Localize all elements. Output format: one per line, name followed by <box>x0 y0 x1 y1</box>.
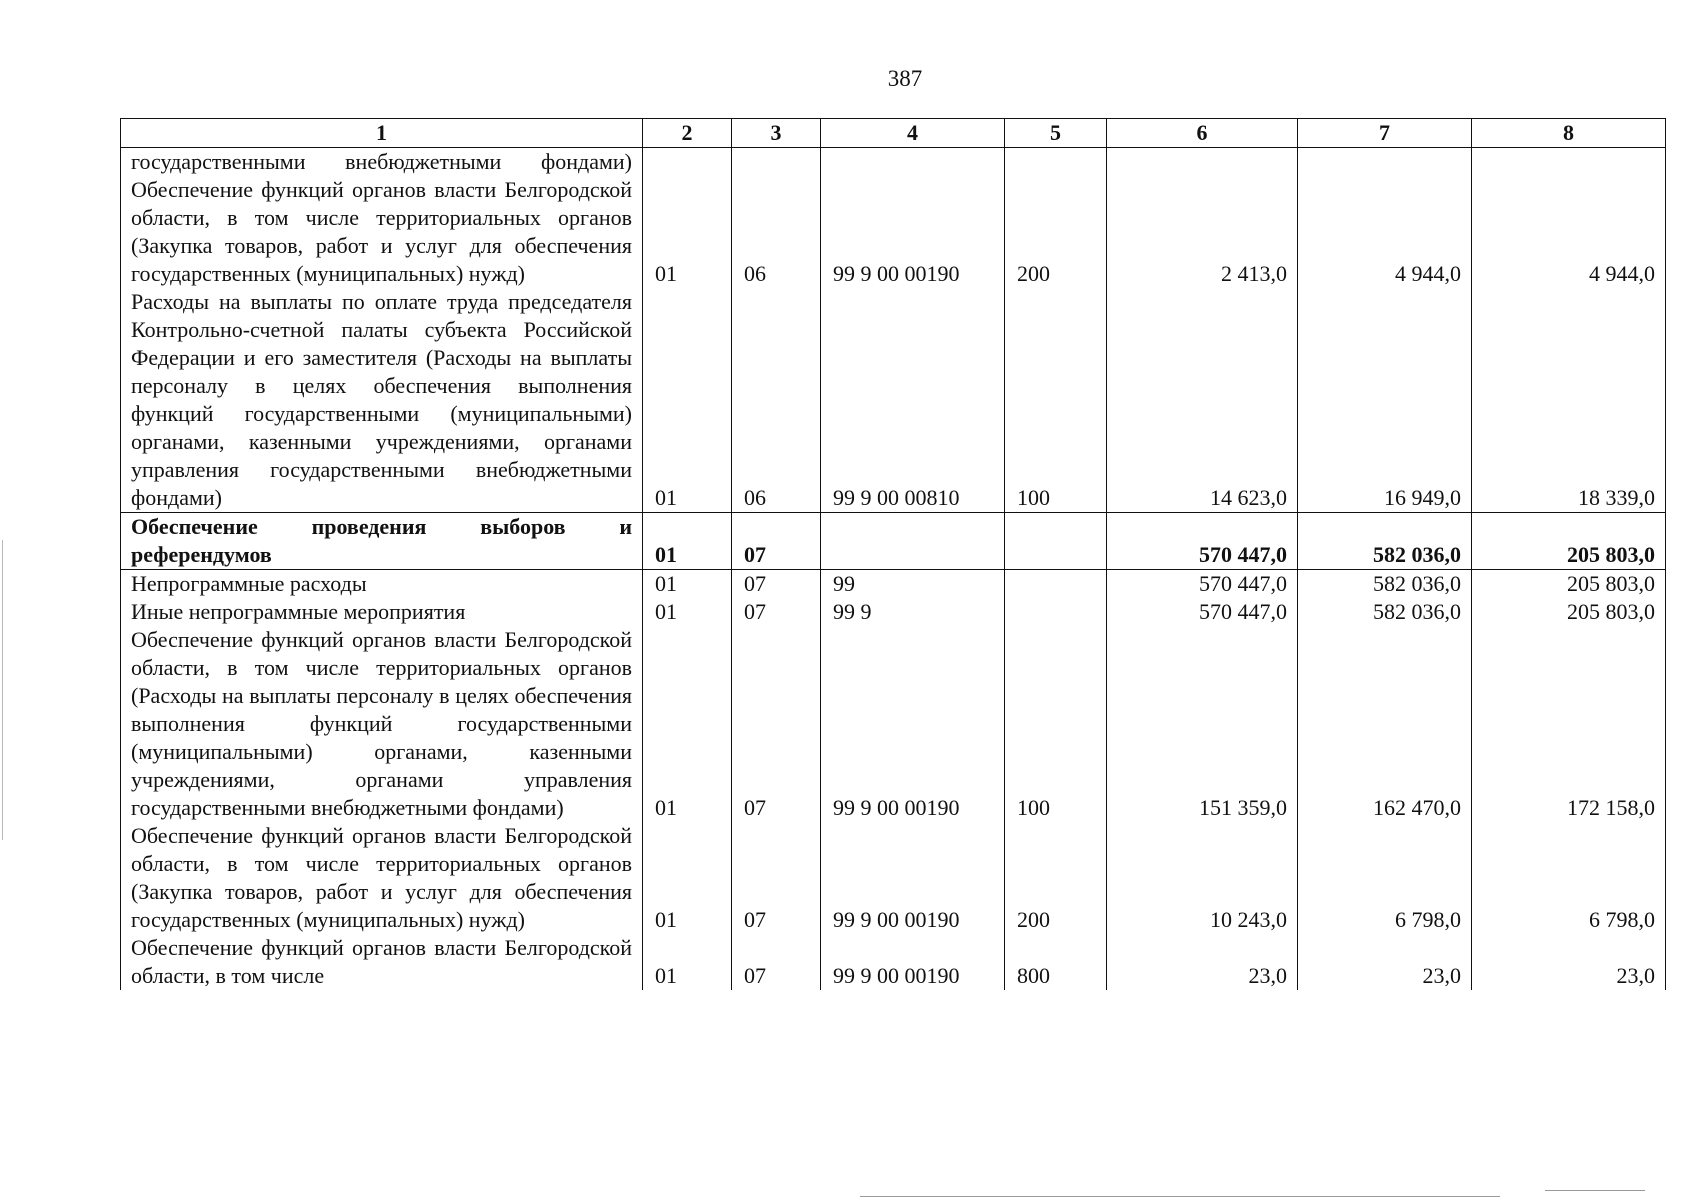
row-target-code: 99 9 00 00810 <box>821 288 1005 513</box>
row-name: Непрограммные расходы <box>121 570 643 599</box>
row-section: 01 <box>643 934 732 990</box>
row-amount-col7: 23,0 <box>1298 934 1472 990</box>
table-row <box>121 288 1666 513</box>
row-subsection: 07 <box>732 626 821 822</box>
section-total-row <box>121 513 1666 570</box>
table-row <box>121 934 1666 990</box>
scan-artifact-line <box>1545 1190 1645 1191</box>
row-name: Обеспечение проведения выборов и референдумов <box>121 513 643 570</box>
row-name: Обеспечение функций органов власти Белгородской области, в том числе территориальных органов (Расходы на выплаты персоналу в целях обеспечения выполнения функций государственными (муниципальными) органами, казенными учреждениями, органами управления государственными внебюджетными фондами) <box>121 626 643 822</box>
scan-artifact-mark <box>2 540 3 840</box>
row-amount-col8: 205 803,0 <box>1472 570 1666 599</box>
row-amount-col6: 151 359,0 <box>1107 626 1298 822</box>
row-section: 01 <box>643 513 732 570</box>
row-amount-col7: 16 949,0 <box>1298 288 1472 513</box>
table-row <box>121 598 1666 626</box>
row-amount-col8: 205 803,0 <box>1472 598 1666 626</box>
row-expense-type: 100 <box>1005 626 1107 822</box>
column-header-1: 1 <box>121 119 643 148</box>
row-expense-type <box>1005 598 1107 626</box>
row-amount-col6: 2 413,0 <box>1107 148 1298 289</box>
row-amount-col8: 4 944,0 <box>1472 148 1666 289</box>
row-subsection: 07 <box>732 822 821 934</box>
column-header-7: 7 <box>1298 119 1472 148</box>
column-header-4: 4 <box>821 119 1005 148</box>
row-target-code <box>821 513 1005 570</box>
row-subsection: 07 <box>732 598 821 626</box>
row-subsection: 07 <box>732 513 821 570</box>
row-section: 01 <box>643 598 732 626</box>
table-row <box>121 570 1666 599</box>
row-target-code: 99 9 00 00190 <box>821 626 1005 822</box>
row-name: государственными внебюджетными фондами) Обеспечение функций органов власти Белгородской области, в том числе территориальных органов (Закупка товаров, работ и услуг для обеспечения государственных (муниципальных) нужд) <box>121 148 643 289</box>
row-amount-col8: 6 798,0 <box>1472 822 1666 934</box>
row-amount-col6: 14 623,0 <box>1107 288 1298 513</box>
row-expense-type: 100 <box>1005 288 1107 513</box>
row-amount-col7: 6 798,0 <box>1298 822 1472 934</box>
row-name: Обеспечение функций органов власти Белгородской области, в том числе <box>121 934 643 990</box>
row-section: 01 <box>643 288 732 513</box>
row-subsection: 07 <box>732 570 821 599</box>
column-header-8: 8 <box>1472 119 1666 148</box>
row-amount-col8: 18 339,0 <box>1472 288 1666 513</box>
row-amount-col8: 205 803,0 <box>1472 513 1666 570</box>
budget-table <box>120 118 1666 990</box>
row-section: 01 <box>643 822 732 934</box>
row-amount-col6: 23,0 <box>1107 934 1298 990</box>
row-amount-col6: 570 447,0 <box>1107 570 1298 599</box>
column-header-2: 2 <box>643 119 732 148</box>
table-row <box>121 148 1666 289</box>
header-row <box>121 119 1666 148</box>
page-number: 387 <box>887 66 923 91</box>
row-amount-col8: 172 158,0 <box>1472 626 1666 822</box>
scan-artifact-line <box>860 1196 1500 1197</box>
column-header-6: 6 <box>1107 119 1298 148</box>
row-name: Обеспечение функций органов власти Белгородской области, в том числе территориальных органов (Закупка товаров, работ и услуг для обеспечения государственных (муниципальных) нужд) <box>121 822 643 934</box>
row-amount-col6: 570 447,0 <box>1107 598 1298 626</box>
row-amount-col7: 162 470,0 <box>1298 626 1472 822</box>
row-section: 01 <box>643 570 732 599</box>
column-header-5: 5 <box>1005 119 1107 148</box>
row-target-code: 99 <box>821 570 1005 599</box>
row-subsection: 07 <box>732 934 821 990</box>
row-expense-type: 800 <box>1005 934 1107 990</box>
table-row <box>121 822 1666 934</box>
row-amount-col7: 582 036,0 <box>1298 513 1472 570</box>
column-header-3: 3 <box>732 119 821 148</box>
row-target-code: 99 9 00 00190 <box>821 822 1005 934</box>
row-expense-type <box>1005 570 1107 599</box>
row-target-code: 99 9 00 00190 <box>821 934 1005 990</box>
row-expense-type <box>1005 513 1107 570</box>
row-subsection: 06 <box>732 288 821 513</box>
row-name: Расходы на выплаты по оплате труда председателя Контрольно-счетной палаты субъекта Российской Федерации и его заместителя (Расходы на выплаты персоналу в целях обеспечения выполнения функций государственными (муниципальными) органами, казенными учреждениями, органами управления государственными внебюджетными фондами) <box>121 288 643 513</box>
row-amount-col6: 10 243,0 <box>1107 822 1298 934</box>
table-row <box>121 626 1666 822</box>
row-amount-col8: 23,0 <box>1472 934 1666 990</box>
row-target-code: 99 9 00 00190 <box>821 148 1005 289</box>
row-section: 01 <box>643 626 732 822</box>
row-expense-type: 200 <box>1005 148 1107 289</box>
row-section: 01 <box>643 148 732 289</box>
row-name: Иные непрограммные мероприятия <box>121 598 643 626</box>
row-amount-col6: 570 447,0 <box>1107 513 1298 570</box>
row-amount-col7: 582 036,0 <box>1298 598 1472 626</box>
row-subsection: 06 <box>732 148 821 289</box>
row-target-code: 99 9 <box>821 598 1005 626</box>
row-amount-col7: 4 944,0 <box>1298 148 1472 289</box>
row-expense-type: 200 <box>1005 822 1107 934</box>
row-amount-col7: 582 036,0 <box>1298 570 1472 599</box>
